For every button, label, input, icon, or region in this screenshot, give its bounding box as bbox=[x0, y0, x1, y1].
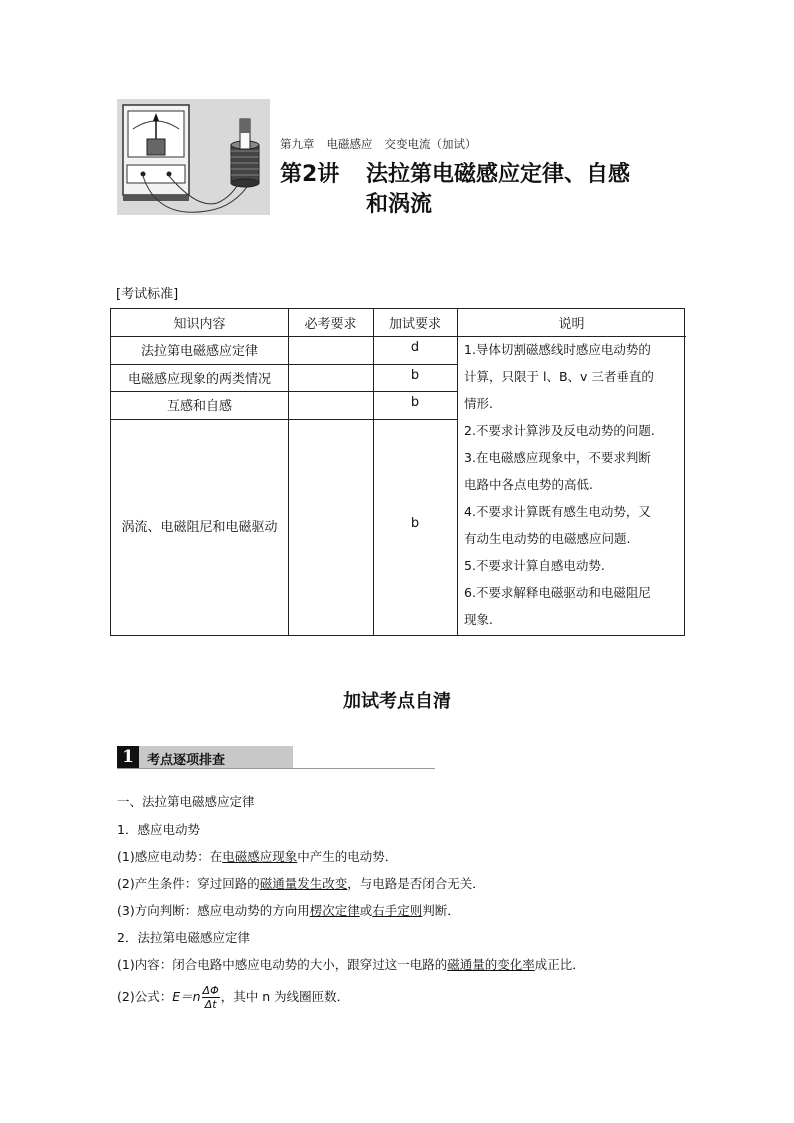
note-line: 3.在电磁感应现象中，不要求判断 bbox=[464, 450, 651, 465]
table-cell-extra: b bbox=[410, 395, 420, 410]
chapter-topic: 电磁感应 bbox=[326, 137, 373, 151]
table-cell-extra: d bbox=[410, 340, 420, 355]
chapter-breadcrumb bbox=[280, 136, 489, 152]
table-header-extra: 加试要求 bbox=[388, 317, 441, 332]
note-line: 4.不要求计算既有感生电动势，又 bbox=[464, 504, 651, 519]
table-notes bbox=[464, 336, 682, 633]
banner-divider bbox=[117, 768, 435, 769]
exam-standard-label: [考试标准] bbox=[116, 287, 179, 302]
chapter-subtopic: 交变电流（加试） bbox=[384, 137, 477, 151]
table-header-topic: 知识内容 bbox=[173, 317, 226, 332]
section-title: 加试考点自清 bbox=[343, 691, 451, 712]
fraction-denominator: Δt bbox=[204, 998, 217, 1011]
banner-number: 1 bbox=[117, 746, 139, 768]
paragraph-law-content: (1)内容：闭合电路中感应电动势的大小，跟穿过这一电路的磁通量的变化率成正比． bbox=[117, 957, 585, 972]
subheading-faraday-law: 2．法拉第电磁感应定律 bbox=[117, 930, 250, 945]
fraction-numerator: ΔΦ bbox=[202, 984, 219, 997]
exam-standard-table bbox=[110, 308, 685, 636]
paragraph-emf-condition: (2)产生条件：穿过回路的磁通量发生改变，与电路是否闭合无关． bbox=[117, 876, 485, 891]
banner-label: 考点逐项排查 bbox=[147, 753, 226, 768]
table-cell-topic: 涡流、电磁阻尼和电磁驱动 bbox=[121, 520, 278, 535]
chapter-number: 第九章 bbox=[280, 137, 315, 151]
lecture-title-line2: 和涡流 bbox=[366, 192, 433, 217]
table-header-required: 必考要求 bbox=[304, 317, 357, 332]
paragraph-law-formula: (2)公式：E＝n $\frac{\Delta\Phi}{\Delta t}$ ，其中 n 为线圈匝数． bbox=[117, 984, 350, 1011]
banner-bar bbox=[139, 746, 293, 768]
underlined-term: 电磁感应现象 bbox=[222, 849, 298, 864]
formula-lhs: E＝n bbox=[172, 989, 201, 1004]
header-illustration bbox=[117, 99, 270, 215]
note-line: 6.不要求解释电磁驱动和电磁阻尼 bbox=[464, 585, 651, 600]
paragraph-emf-direction: (3)方向判断：感应电动势的方向用楞次定律或右手定则判断． bbox=[117, 903, 460, 918]
table-header-notes: 说明 bbox=[558, 317, 585, 332]
subheading-emf: 1．感应电动势 bbox=[117, 822, 200, 837]
note-line: 计算，只限于 l、B、v 三者垂直的 bbox=[464, 369, 654, 384]
note-line: 有动生电动势的电磁感应问题. bbox=[464, 531, 631, 546]
lecture-number: 第2讲 bbox=[280, 162, 340, 187]
note-line: 现象. bbox=[464, 612, 493, 627]
underlined-term: 磁通量发生改变 bbox=[259, 876, 348, 891]
underlined-term: 磁通量的变化率 bbox=[447, 957, 535, 972]
table-cell-topic: 互感和自感 bbox=[166, 399, 232, 414]
paragraph-emf-definition: (1)感应电动势：在电磁感应现象中产生的电动势． bbox=[117, 849, 398, 864]
note-line: 5.不要求计算自感电动势. bbox=[464, 558, 605, 573]
table-cell-topic: 电磁感应现象的两类情况 bbox=[127, 372, 271, 387]
note-line: 2.不要求计算涉及反电动势的问题. bbox=[464, 423, 655, 438]
note-line: 电路中各点电势的高低. bbox=[464, 477, 593, 492]
table-cell-topic: 法拉第电磁感应定律 bbox=[140, 344, 258, 359]
underlined-term: 楞次定律 bbox=[309, 903, 360, 918]
table-cell-extra: b bbox=[410, 516, 420, 531]
table-cell-extra: b bbox=[410, 368, 420, 383]
formula-fraction bbox=[202, 984, 220, 1011]
galvanometer-coil-figure bbox=[117, 99, 270, 215]
heading-faraday: 一、法拉第电磁感应定律 bbox=[117, 794, 255, 809]
note-line: 1.导体切割磁感线时感应电动势的 bbox=[464, 342, 651, 357]
note-line: 情形. bbox=[464, 396, 493, 411]
lecture-title-line1: 法拉第电磁感应定律、自感 bbox=[366, 162, 631, 187]
underlined-term: 右手定则 bbox=[372, 903, 423, 918]
